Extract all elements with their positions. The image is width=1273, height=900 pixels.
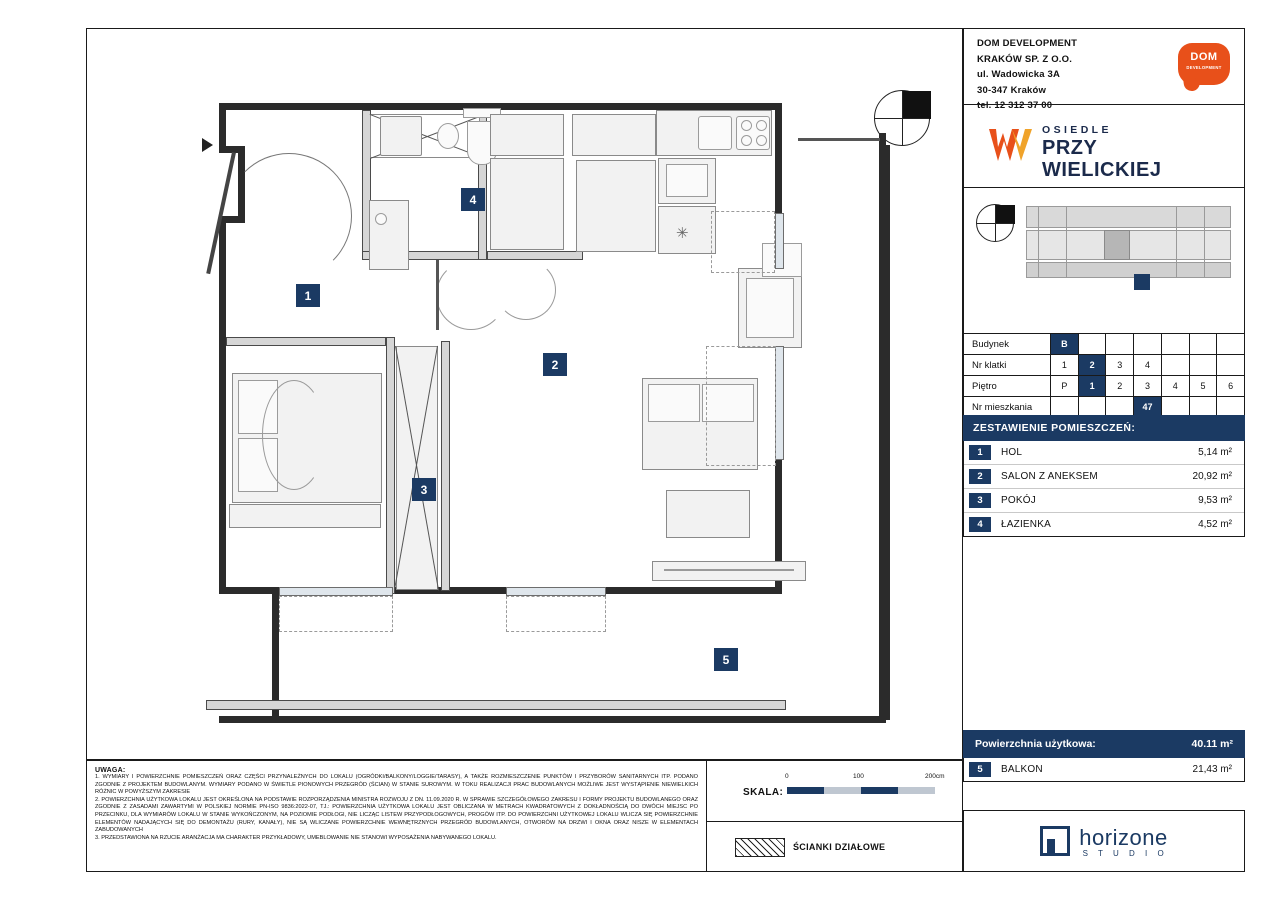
sofa-cushion-left bbox=[648, 384, 700, 422]
apartment-blank-4 bbox=[1161, 397, 1189, 417]
scale-tick-2: 200cm bbox=[925, 773, 945, 780]
wall-balcony-bottom bbox=[272, 716, 886, 723]
building-label: Budynek bbox=[972, 338, 1009, 350]
developer-line-1: DOM DEVELOPMENT bbox=[977, 38, 1078, 49]
estate-brand-block bbox=[963, 104, 1245, 188]
brand-text bbox=[1042, 124, 1161, 180]
room-area: 9,53 m² bbox=[1198, 495, 1232, 506]
kitchen-symbol: ✳ bbox=[676, 225, 689, 242]
burner-2 bbox=[756, 120, 767, 131]
kitchen-island bbox=[576, 160, 656, 252]
rooms-table-header: ZESTAWIENIE POMIESZCZEŃ: bbox=[963, 415, 1245, 441]
door-swing-balcony bbox=[706, 346, 776, 466]
floor-option-3[interactable]: 3 bbox=[1133, 376, 1161, 396]
balcony-row bbox=[963, 758, 1245, 782]
wall-bottom-left2 bbox=[219, 716, 279, 723]
room-name: HOL bbox=[1001, 447, 1023, 458]
studio-sub: S T U D I O bbox=[1082, 848, 1168, 858]
balcony-name: BALKON bbox=[1001, 764, 1043, 775]
apartment-meta-table bbox=[963, 334, 1245, 418]
coffee-table bbox=[666, 490, 750, 538]
brand-osiedle: OSIEDLE bbox=[1042, 124, 1112, 136]
partition-bedroom-top bbox=[226, 337, 386, 346]
scale-label: SKALA: bbox=[743, 787, 784, 798]
floor-option-1[interactable]: 1 bbox=[1078, 376, 1106, 396]
plan-badge-4: 4 bbox=[461, 188, 485, 211]
notes-title: UWAGA: bbox=[95, 767, 126, 774]
window-bedroom bbox=[279, 587, 393, 596]
plan-badge-1: 1 bbox=[296, 284, 320, 307]
apartment-number: 47 bbox=[1133, 397, 1161, 417]
fridge bbox=[490, 158, 564, 250]
apartment-blank-3 bbox=[1105, 397, 1133, 417]
floor-option-6[interactable]: 6 bbox=[1216, 376, 1244, 396]
table-row bbox=[964, 513, 1244, 536]
wall-balcony-right bbox=[879, 133, 886, 723]
dom-development-logo bbox=[1178, 43, 1230, 89]
window-swing-bedroom bbox=[279, 596, 393, 632]
row-building bbox=[964, 334, 1244, 355]
room-number: 1 bbox=[969, 445, 991, 460]
bed-foot bbox=[229, 504, 381, 528]
entry-door-swing bbox=[226, 153, 352, 279]
building-blank-6 bbox=[1216, 334, 1244, 354]
apartment-blank-5 bbox=[1189, 397, 1217, 417]
building-blank-2 bbox=[1105, 334, 1133, 354]
note-3: 3. PRZEDSTAWIONA NA RZUCIE ARANŻACJA MA CHARAKTER PRZYKŁADOWY, UMEBLOWANIE NIE STANOWI WYPOSAŻENIA NABYWANEGO LOKALU. bbox=[95, 834, 497, 841]
room-area: 20,92 m² bbox=[1192, 471, 1232, 482]
washing-machine bbox=[380, 116, 422, 156]
table-row bbox=[964, 465, 1244, 489]
plan-badge-5: 5 bbox=[714, 648, 738, 671]
staircase-option-1[interactable]: 1 bbox=[1050, 355, 1078, 375]
shower-drain bbox=[375, 213, 387, 225]
plan-badge-3: 3 bbox=[412, 478, 436, 501]
keyplan-compass-icon bbox=[976, 204, 1014, 242]
staircase-blank-3 bbox=[1216, 355, 1244, 375]
burner-4 bbox=[756, 135, 767, 146]
building-value: B bbox=[1050, 334, 1078, 354]
developer-address bbox=[977, 36, 1077, 114]
row-staircase bbox=[964, 355, 1244, 376]
balcony-door-bottom bbox=[506, 587, 606, 596]
room-name: SALON Z ANEKSEM bbox=[1001, 471, 1098, 482]
floor-option-2[interactable]: 2 bbox=[1105, 376, 1133, 396]
notes-block bbox=[86, 760, 706, 872]
staircase-option-3[interactable]: 3 bbox=[1105, 355, 1133, 375]
hall-door-swing bbox=[496, 260, 556, 320]
staircase-label: Nr klatki bbox=[972, 359, 1007, 371]
developer-line-4: 30-347 Kraków bbox=[977, 84, 1047, 96]
usable-area-bar bbox=[963, 730, 1245, 758]
burner-3 bbox=[741, 135, 752, 146]
building-blank-5 bbox=[1189, 334, 1217, 354]
scale-tick-0: 0 bbox=[785, 773, 789, 780]
usable-area-value: 40.11 m² bbox=[1191, 738, 1233, 750]
room-area: 5,14 m² bbox=[1198, 447, 1232, 458]
balcony-area: 21,43 m² bbox=[1192, 764, 1232, 775]
hob-left bbox=[698, 116, 732, 150]
plan-badge-2: 2 bbox=[543, 353, 567, 376]
floor-option-4[interactable]: 4 bbox=[1161, 376, 1189, 396]
dining-table-top bbox=[746, 278, 794, 338]
door-swing-bottom bbox=[506, 596, 606, 632]
rooms-table bbox=[963, 441, 1245, 537]
wall-left bbox=[219, 216, 226, 594]
floor-plan-drawing bbox=[86, 28, 963, 760]
hatch-swatch bbox=[735, 838, 785, 857]
kitchen-counter-left bbox=[490, 114, 564, 156]
bathroom-door-leaf bbox=[436, 260, 439, 330]
brand-mark-icon bbox=[988, 127, 1034, 167]
note-2: 2. POWIERZCHNIA UŻYTKOWA LOKALU JEST OKREŚLONA NA PODSTAWIE ROZPORZĄDZENIA MINISTRA ROZWOJU Z DN. 11.09.2020 R. W SPRAWIE SZCZEGÓŁOWEGO ZAKRESU I FORMY PROJEKTU BUDOWLANEGO ORAZ ZGODNIE Z ZASADAMI ZAWARTYMI W POLSKIEJ NORMIE PN-ISO 9836:2022-07, TJ.: POWIERZCHNIA UŻYTKOWA LOKALU JEST OBLICZANA W METRACH KWADRATOWYCH Z DOKŁADNOŚCIĄ DO DWÓCH MIEJSC PO PRZECINKU, DLA WYMIARÓW LOKALU W STANIE WYKOŃCZONYM, NA POZIOMIE PODŁOGI, NIE LICZĄC LISTEW PRZYPODŁOGOWYCH, PROGÓW ITP. DO POWIERZCHNI UŻYTKOWEJ LOKALU WLICZA SIĘ POWIERZCHNIE ELEMENTÓW NADAJĄCYCH SIĘ DO DEMONTAŻU (RURY, KANAŁY), NIE SĄ WLICZANE POWIERZCHNIE WEWNĘTRZNYCH PRZEGRÓD BUDOWLANYCH, OTWORÓW NA DRZWI I OKNA ORAZ NISZE W ELEMENTACH ZABUDOWANYCH bbox=[95, 796, 698, 834]
room-name: ŁAZIENKA bbox=[1001, 519, 1051, 530]
dom-logo-main: DOM bbox=[1190, 51, 1218, 63]
apartment-label: Nr mieszkania bbox=[972, 401, 1033, 413]
developer-line-3: ul. Wadowicka 3A bbox=[977, 69, 1061, 80]
wall-balcony-right2 bbox=[886, 145, 890, 720]
window-right-upper bbox=[775, 213, 784, 269]
row-apartment bbox=[964, 397, 1244, 417]
keyplan-building-diagram bbox=[1026, 202, 1231, 302]
brand-line-1: PRZY bbox=[1042, 137, 1098, 159]
room-number: 3 bbox=[969, 493, 991, 508]
room-name: POKÓJ bbox=[1001, 495, 1036, 506]
studio-name: horizone bbox=[1079, 824, 1168, 850]
balcony-number: 5 bbox=[969, 762, 991, 777]
floor-option-p[interactable]: P bbox=[1050, 376, 1078, 396]
partition-bedroom-right bbox=[386, 337, 395, 594]
room-number: 2 bbox=[969, 469, 991, 484]
room-area: 4,52 m² bbox=[1198, 519, 1232, 530]
duvet-curve bbox=[262, 380, 326, 490]
row-floor bbox=[964, 376, 1244, 397]
table-row bbox=[964, 489, 1244, 513]
apartment-blank-2 bbox=[1078, 397, 1106, 417]
building-blank-4 bbox=[1161, 334, 1189, 354]
note-1: 1. WYMIARY I POWIERZCHNIE POMIESZCZEŃ ORAZ CZĘŚCI PRZYNALEŻNYCH DO LOKALU (OGRÓDKI/BALKONY/LOGGIE/TARASY), A TAKŻE ROZMIESZCZENIE PUNKTÓW I PRZYBORÓW SANITARNYCH ITP. PODANO ZGODNIE Z PROJEKTEM BUDOWLANYM. WYMIARY PODANO W ŚWIETLE PIONOWYCH PRZEGRÓD (ŚCIAN) W STANIE SUROWYM. W TOKU REALIZACJI PRAC BUDOWLANYCH MOŻLIWE JEST WYSTĄPIENIE NIEWIELKICH RÓŻNIC W POWYŻSZYM ZAKRESIE bbox=[95, 774, 698, 796]
table-row bbox=[964, 441, 1244, 465]
building-blank-3 bbox=[1133, 334, 1161, 354]
window-swing-upper bbox=[711, 211, 775, 273]
burner-1 bbox=[741, 120, 752, 131]
key-plan-block bbox=[963, 188, 1245, 334]
building-blank-1 bbox=[1078, 334, 1106, 354]
legend-label: ŚCIANKI DZIAŁOWE bbox=[793, 842, 886, 852]
horizone-text bbox=[1079, 825, 1167, 858]
partition-kitchen-bottom bbox=[487, 251, 583, 260]
scale-block bbox=[706, 760, 963, 822]
partition-wardrobe bbox=[441, 341, 450, 591]
room-number: 4 bbox=[969, 517, 991, 532]
developer-line-5: tel. 12 312 37 00 bbox=[977, 100, 1053, 111]
wall-right-upper bbox=[775, 103, 782, 213]
developer-block bbox=[963, 28, 1245, 111]
legend-block bbox=[706, 822, 963, 872]
shower-tray bbox=[369, 200, 409, 270]
staircase-option-4[interactable]: 4 bbox=[1133, 355, 1161, 375]
balcony-top-edge bbox=[798, 138, 880, 141]
scale-tick-1: 100 bbox=[853, 773, 864, 780]
dom-logo-sub: DEVELOPMENT bbox=[1186, 65, 1222, 70]
kitchen-counter-mid bbox=[572, 114, 656, 156]
developer-line-2: KRAKÓW SP. Z O.O. bbox=[977, 53, 1073, 65]
sink-basin bbox=[666, 164, 708, 197]
tv-console bbox=[652, 561, 806, 581]
wardrobe-cross bbox=[396, 346, 438, 590]
balcony-door-right bbox=[775, 346, 784, 460]
apartment-blank-6 bbox=[1216, 397, 1244, 417]
balcony-parapet bbox=[206, 700, 786, 710]
entry-direction-arrow bbox=[202, 138, 213, 152]
brand-line-2: WIELICKIEJ bbox=[1042, 159, 1162, 181]
horizone-mark-icon bbox=[1040, 826, 1070, 856]
scale-bar bbox=[787, 787, 935, 794]
wall-bottom-left bbox=[219, 587, 279, 594]
floor-label: Piętro bbox=[972, 380, 997, 392]
tv-console-line bbox=[664, 569, 794, 571]
usable-area-label: Powierzchnia użytkowa: bbox=[975, 738, 1096, 750]
apartment-blank-1 bbox=[1050, 397, 1078, 417]
sink-bath bbox=[437, 123, 459, 149]
studio-logo-block bbox=[963, 810, 1245, 872]
staircase-option-2[interactable]: 2 bbox=[1078, 355, 1106, 375]
floor-option-5[interactable]: 5 bbox=[1189, 376, 1217, 396]
staircase-blank-2 bbox=[1189, 355, 1217, 375]
staircase-blank-1 bbox=[1161, 355, 1189, 375]
